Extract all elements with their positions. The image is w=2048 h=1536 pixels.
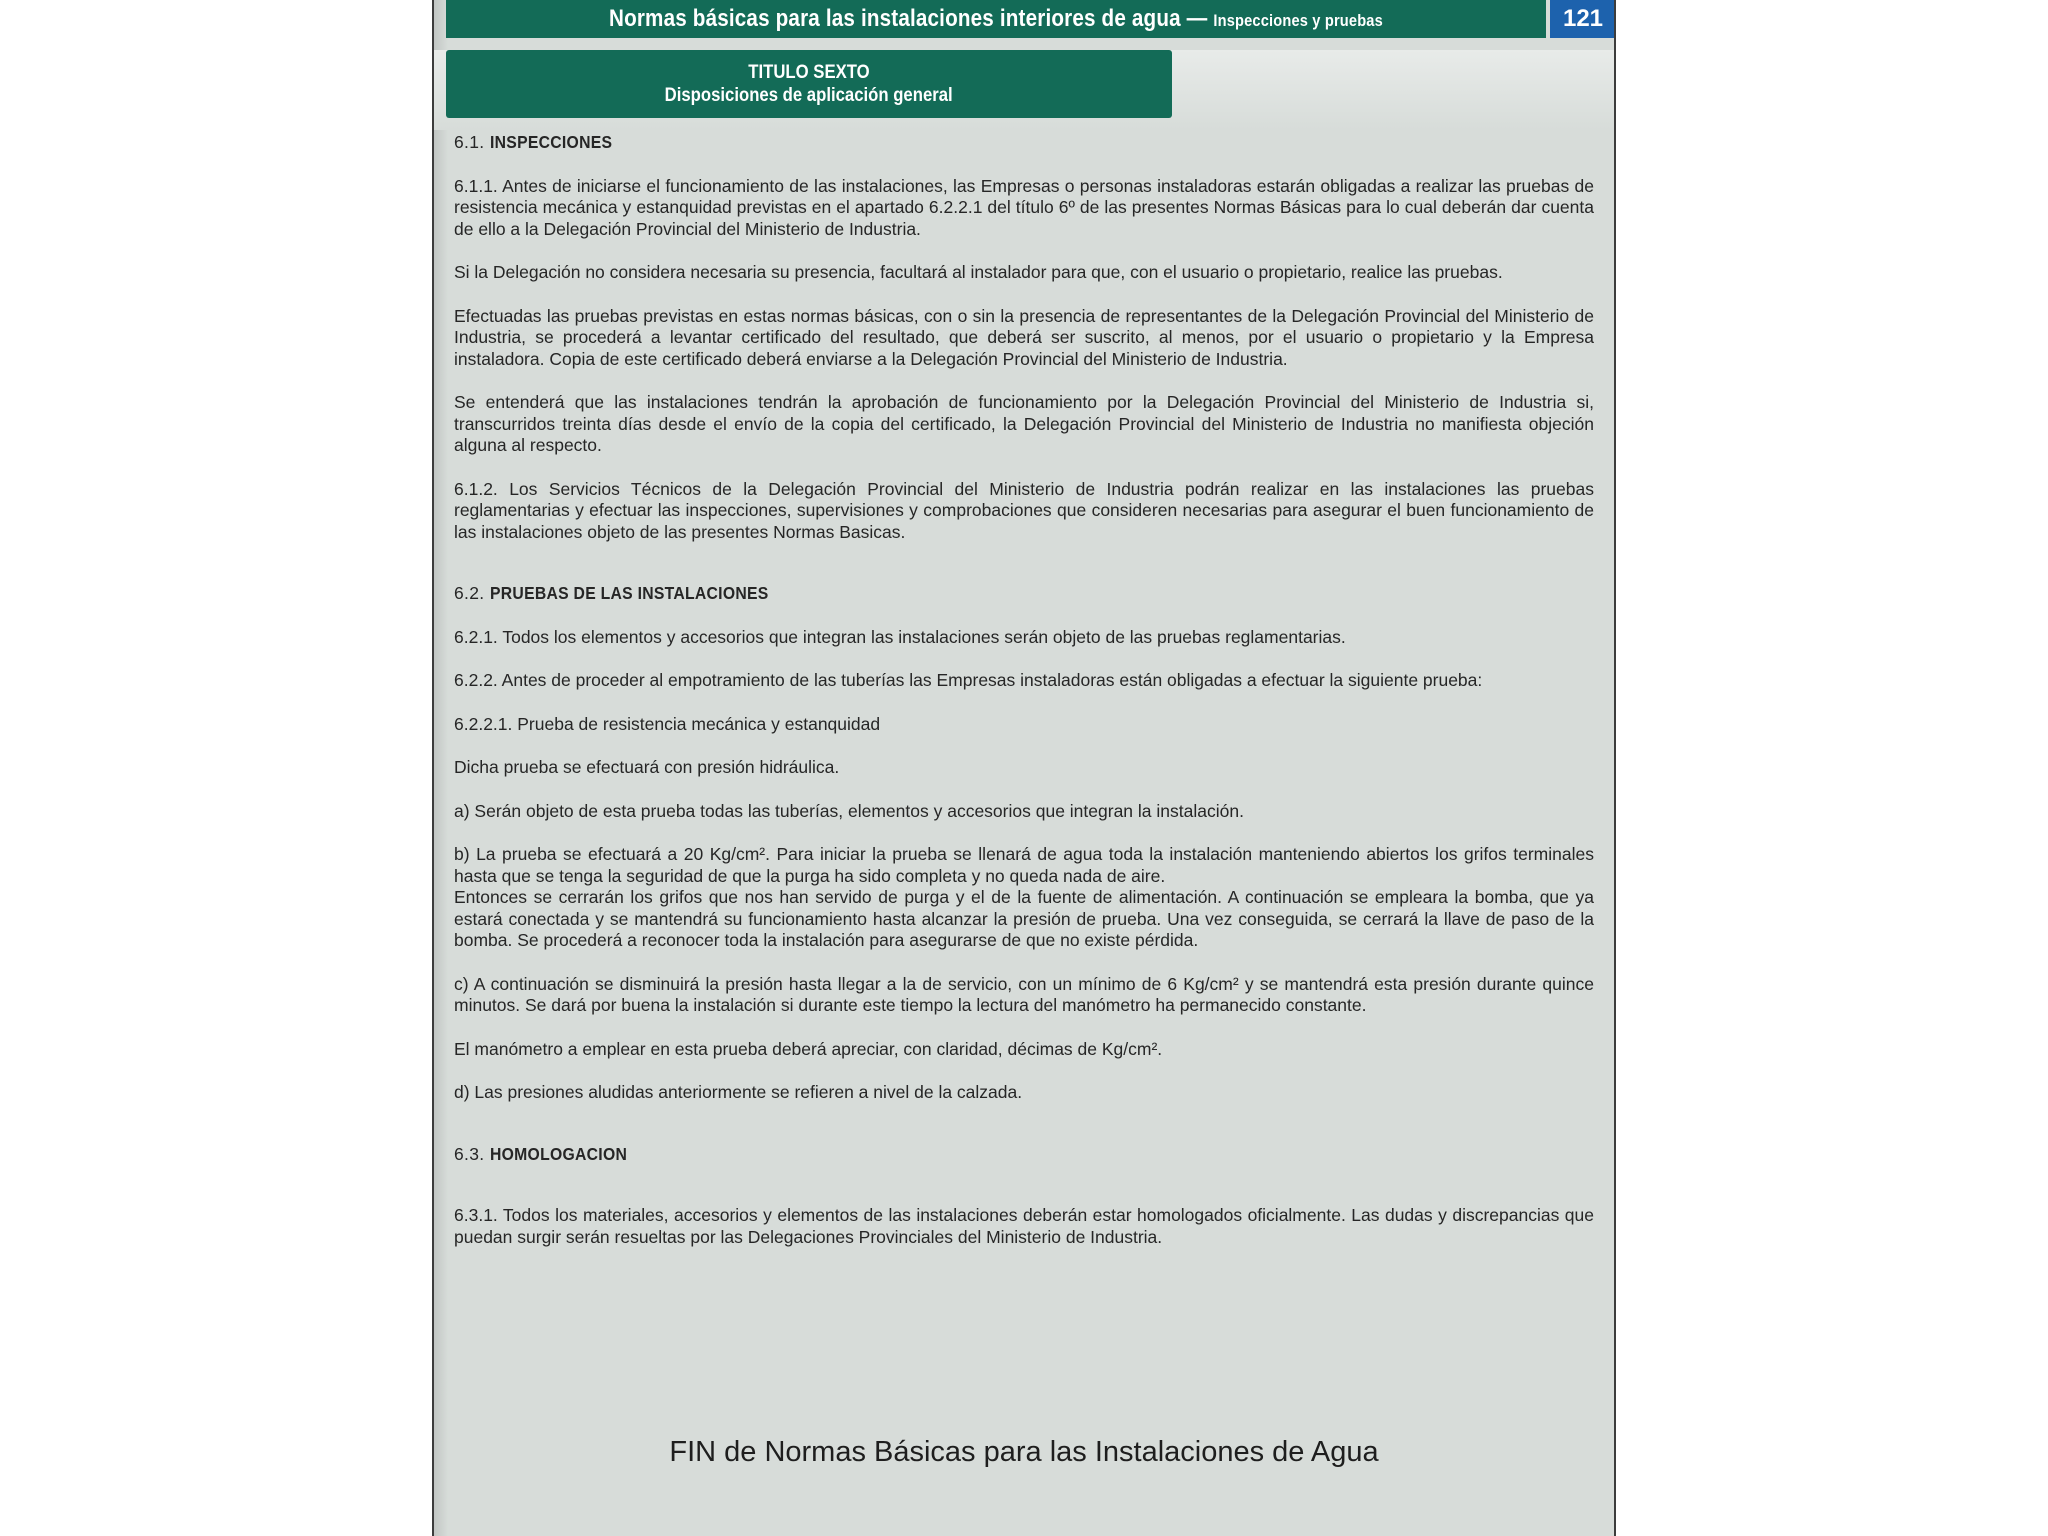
paragraph: El manómetro a emplear en esta prueba deberá apreciar, con claridad, décimas de Kg/cm². [454, 1038, 1163, 1059]
paragraph: Dicha prueba se efectuará con presión hidráulica. [454, 757, 840, 777]
section-title: INSPECCIONES [489, 132, 612, 152]
paragraph: c) A continuación se disminuirá la presión hasta llegar a la de servicio, con un mínimo de 6 Kg/cm² y se mantendrá esta presión durante quince minutos. Se dará por buena la instalación si durante este tiempo la lectura del manómetro ha permanecido constante. [454, 973, 1594, 1015]
paragraph: 6.2.1. Todos los elementos y accesorios que integran las instalaciones serán objeto de las pruebas reglamentarias. [454, 626, 1346, 647]
paragraph: a) Serán objeto de esta prueba todas las tuberías, elementos y accesorios que integran la instalación. [454, 800, 1244, 821]
paragraph: Se entenderá que las instalaciones tendrán la aprobación de funcionamiento por la Delegación Provincial del Ministerio de Industria si, transcurridos treinta días desde el envío de la copia del certificado, la Delegación Provincial del Ministerio de Industria no manifiesta objeción alguna al respecto. [454, 392, 1594, 455]
paragraph: 6.1.2. Los Servicios Técnicos de la Delegación Provincial del Ministerio de Industria podrán realizar en las instalaciones las pruebas reglamentarias y efectuar las inspecciones, supervisiones y comprobaciones que consideren necesarias para asegurar el buen funcionamiento de las instalaciones objeto de las presentes Normas Basicas. [454, 478, 1594, 542]
paragraph: b) La prueba se efectuará a 20 Kg/cm². Para iniciar la prueba se llenará de agua toda la instalación manteniendo abiertos los grifos terminales hasta que se tenga la seguridad de que la purga ha sido completa y no queda nada de aire. Entonces se cerrarán los grifos que nos han servido de purga y el de la fuente de alimentación. A continuación se empleara la bomba, que ya estará conectada y se mantendrá su funcionamiento hasta alcanzar la presión de prueba. Una vez conseguida, se cerrará la llave de paso de la bomba. Se procederá a reconocer toda la instalación para asegurarse de que no existe pérdida. [454, 844, 1594, 950]
document-body [454, 132, 1594, 1270]
header-dash: — [1180, 5, 1214, 32]
paragraph: 6.3.1. Todos los materiales, accesorios y elementos de las instalaciones deberán estar homologados oficialmente. Las dudas y discrepancias que puedan surgir serán resueltas por las Delegaciones Provinciales del Ministerio de Industria. [454, 1205, 1594, 1247]
paragraph: Efectuadas las pruebas previstas en estas normas básicas, con o sin la presencia de representantes de la Delegación Provincial del Ministerio de Industria, se procederá a levantar certificado del resultado, que deberá ser suscrito, al menos, por el usuario o propietario y la Empresa instaladora. Copia de este certificado deberá enviarse a la Delegación Provincial del Ministerio de Industria. [454, 305, 1594, 369]
chapter-title-line1: TITULO SEXTO [748, 62, 870, 83]
page-binding-shadow [434, 0, 448, 1536]
section-heading [454, 1144, 1594, 1166]
spacer [454, 1187, 1594, 1205]
spacer [454, 1126, 1594, 1144]
header-title: Normas básicas para las instalaciones interiores de agua [609, 5, 1181, 32]
paragraph: 6.2.2.1. Prueba de resistencia mecánica y estanquidad [454, 713, 881, 734]
section-title: PRUEBAS DE LAS INSTALACIONES [489, 583, 769, 603]
paragraph: 6.1.1. Antes de iniciarse el funcionamiento de las instalaciones, las Empresas o personas instaladoras estarán obligadas a realizar las pruebas de resistencia mecánica y estanquidad previstas en el apartado 6.2.2.1 del título 6º de las presentes Normas Básicas para lo cual deberán dar cuenta de ello a la Delegación Provincial del Ministerio de Industria. [454, 175, 1594, 239]
closing-line: FIN de Normas Básicas para las Instalaciones de Agua [669, 1436, 1379, 1468]
section-number: 6.1. [454, 132, 485, 152]
section-number: 6.2. [454, 583, 485, 603]
document-page [432, 0, 1616, 1536]
spacer [454, 565, 1594, 583]
section-heading [454, 132, 1594, 154]
running-header-text [609, 5, 1383, 33]
chapter-title-box [446, 50, 1172, 118]
page-number: 121 [1550, 0, 1616, 38]
paragraph: Si la Delegación no considera necesaria su presencia, facultará al instalador para que, con el usuario o propietario, realice las pruebas. [454, 262, 1503, 282]
section-heading [454, 583, 1594, 605]
header-subtitle: Inspecciones y pruebas [1213, 11, 1383, 30]
running-header [446, 0, 1546, 38]
paragraph: 6.2.2. Antes de proceder al empotramiento de las tuberías las Empresas instaladoras están obligadas a efectuar la siguiente prueba: [454, 670, 1483, 690]
paragraph: d) Las presiones aludidas anteriormente se refieren a nivel de la calzada. [454, 1082, 1023, 1102]
chapter-title-line2: Disposiciones de aplicación general [664, 85, 954, 106]
section-title: HOMOLOGACION [489, 1143, 627, 1164]
section-number: 6.3. [454, 1143, 485, 1164]
